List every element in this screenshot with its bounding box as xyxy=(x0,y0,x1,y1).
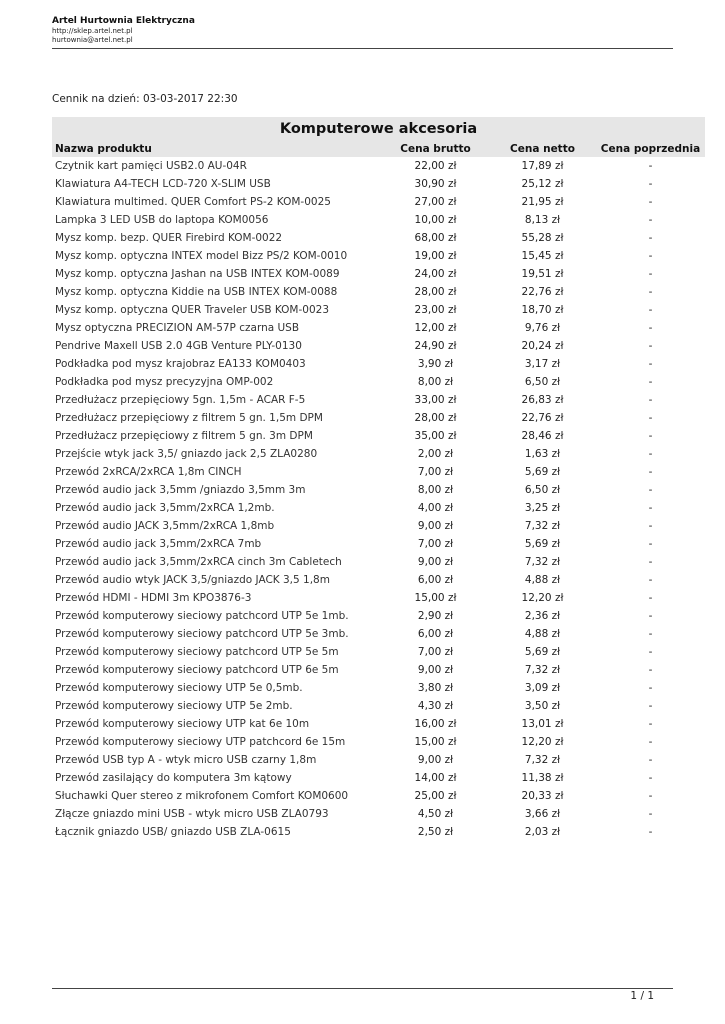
product-name-cell: Przewód komputerowy sieciowy UTP 5e 0,5mb. xyxy=(55,682,303,694)
table-row xyxy=(52,643,705,661)
table-row xyxy=(52,175,705,193)
price-netto-cell: 7,32 zł xyxy=(524,754,561,766)
price-previous-cell: - xyxy=(648,430,653,442)
table-row xyxy=(52,463,705,481)
price-netto-cell: 25,12 zł xyxy=(521,178,564,190)
table-row xyxy=(52,265,705,283)
product-name-cell: Pendrive Maxell USB 2.0 4GB Venture PLY-0130 xyxy=(55,340,302,352)
table-row xyxy=(52,157,705,175)
price-brutto-cell: 68,00 zł xyxy=(414,232,457,244)
company-name: Artel Hurtownia Elektryczna xyxy=(52,16,195,26)
price-brutto-cell: 2,90 zł xyxy=(417,610,454,622)
price-previous-cell: - xyxy=(648,556,653,568)
price-netto-cell: 8,13 zł xyxy=(524,214,561,226)
price-netto-cell: 4,88 zł xyxy=(524,628,561,640)
price-brutto-cell: 4,50 zł xyxy=(417,808,454,820)
price-brutto-cell: 3,90 zł xyxy=(417,358,454,370)
price-netto-cell: 6,50 zł xyxy=(524,484,561,496)
product-name-cell: Przewód komputerowy sieciowy patchcord UTP 5e 3mb. xyxy=(55,628,349,640)
product-name-cell: Przewód audio jack 3,5mm/2xRCA cinch 3m Cabletech xyxy=(55,556,342,568)
price-netto-cell: 12,20 zł xyxy=(521,592,564,604)
product-name-cell: Przejście wtyk jack 3,5/ gniazdo jack 2,5 ZLA0280 xyxy=(55,448,318,460)
price-brutto-cell: 2,50 zł xyxy=(417,826,454,838)
category-title: Komputerowe akcesoria xyxy=(52,117,705,141)
price-netto-cell: 22,76 zł xyxy=(521,286,564,298)
table-row xyxy=(52,301,705,319)
price-previous-cell: - xyxy=(648,448,653,460)
price-brutto-cell: 12,00 zł xyxy=(414,322,457,334)
table-body xyxy=(52,157,705,841)
price-brutto-cell: 16,00 zł xyxy=(414,718,457,730)
table-row xyxy=(52,211,705,229)
price-previous-cell: - xyxy=(648,412,653,424)
price-list-date: Cennik na dzień: 03-03-2017 22:30 xyxy=(52,93,238,105)
product-name-cell: Podkładka pod mysz krajobraz EA133 KOM0403 xyxy=(55,358,306,370)
price-brutto-cell: 15,00 zł xyxy=(414,736,457,748)
price-netto-cell: 55,28 zł xyxy=(521,232,564,244)
table-row xyxy=(52,661,705,679)
price-netto-cell: 19,51 zł xyxy=(521,268,564,280)
product-name-cell: Przedłużacz przepięciowy z filtrem 5 gn. 1,5m DPM xyxy=(55,412,323,424)
header-divider xyxy=(52,48,673,49)
price-brutto-cell: 28,00 zł xyxy=(414,286,457,298)
price-brutto-cell: 9,00 zł xyxy=(417,664,454,676)
price-brutto-cell: 15,00 zł xyxy=(414,592,457,604)
product-name-cell: Przewód komputerowy sieciowy UTP 5e 2mb. xyxy=(55,700,293,712)
price-previous-cell: - xyxy=(648,214,653,226)
product-name-cell: Przewód audio jack 3,5mm /gniazdo 3,5mm 3m xyxy=(55,484,306,496)
table-row xyxy=(52,805,705,823)
price-netto-cell: 18,70 zł xyxy=(521,304,564,316)
price-previous-cell: - xyxy=(648,790,653,802)
price-brutto-cell: 8,00 zł xyxy=(417,376,454,388)
price-previous-cell: - xyxy=(648,304,653,316)
price-previous-cell: - xyxy=(648,484,653,496)
table-row xyxy=(52,625,705,643)
price-netto-cell: 5,69 zł xyxy=(524,466,561,478)
product-name-cell: Klawiatura multimed. QUER Comfort PS-2 KOM-0025 xyxy=(55,196,331,208)
price-netto-cell: 3,66 zł xyxy=(524,808,561,820)
product-name-cell: Przewód komputerowy sieciowy patchcord UTP 6e 5m xyxy=(55,664,339,676)
table-row xyxy=(52,787,705,805)
price-netto-cell: 12,20 zł xyxy=(521,736,564,748)
price-previous-cell: - xyxy=(648,286,653,298)
product-name-cell: Przewód audio wtyk JACK 3,5/gniazdo JACK 3,5 1,8m xyxy=(55,574,330,586)
price-previous-cell: - xyxy=(648,610,653,622)
product-name-cell: Mysz komp. optyczna Kiddie na USB INTEX KOM-0088 xyxy=(55,286,338,298)
price-previous-cell: - xyxy=(648,268,653,280)
table-row xyxy=(52,427,705,445)
table-row xyxy=(52,319,705,337)
price-previous-cell: - xyxy=(648,592,653,604)
price-previous-cell: - xyxy=(648,772,653,784)
column-header-previous: Cena poprzednia xyxy=(596,141,705,157)
product-name-cell: Przewód USB typ A - wtyk micro USB czarny 1,8m xyxy=(55,754,317,766)
product-name-cell: Mysz komp. bezp. QUER Firebird KOM-0022 xyxy=(55,232,283,244)
price-previous-cell: - xyxy=(648,520,653,532)
product-name-cell: Słuchawki Quer stereo z mikrofonem Comfort KOM0600 xyxy=(55,790,349,802)
price-netto-cell: 2,36 zł xyxy=(524,610,561,622)
price-brutto-cell: 7,00 zł xyxy=(417,466,454,478)
price-brutto-cell: 7,00 zł xyxy=(417,538,454,550)
table-row xyxy=(52,823,705,841)
price-brutto-cell: 24,00 zł xyxy=(414,268,457,280)
price-table xyxy=(52,141,705,841)
price-brutto-cell: 23,00 zł xyxy=(414,304,457,316)
product-name-cell: Złącze gniazdo mini USB - wtyk micro USB ZLA0793 xyxy=(55,808,329,820)
price-netto-cell: 11,38 zł xyxy=(521,772,564,784)
price-previous-cell: - xyxy=(648,340,653,352)
product-name-cell: Mysz komp. optyczna INTEX model Bizz PS/2 KOM-0010 xyxy=(55,250,348,262)
table-row xyxy=(52,229,705,247)
price-brutto-cell: 3,80 zł xyxy=(417,682,454,694)
table-row xyxy=(52,355,705,373)
table-header-row xyxy=(52,141,705,157)
price-previous-cell: - xyxy=(648,322,653,334)
table-row xyxy=(52,499,705,517)
table-row xyxy=(52,769,705,787)
price-brutto-cell: 8,00 zł xyxy=(417,484,454,496)
price-netto-cell: 17,89 zł xyxy=(521,160,564,172)
product-name-cell: Przewód HDMI - HDMI 3m KPO3876-3 xyxy=(55,592,252,604)
product-name-cell: Przewód komputerowy sieciowy patchcord UTP 5e 5m xyxy=(55,646,339,658)
table-row xyxy=(52,445,705,463)
price-previous-cell: - xyxy=(648,358,653,370)
table-row xyxy=(52,193,705,211)
price-brutto-cell: 9,00 zł xyxy=(417,520,454,532)
table-row xyxy=(52,481,705,499)
table-row xyxy=(52,373,705,391)
price-brutto-cell: 6,00 zł xyxy=(417,628,454,640)
product-name-cell: Mysz komp. optyczna QUER Traveler USB KOM-0023 xyxy=(55,304,330,316)
price-brutto-cell: 28,00 zł xyxy=(414,412,457,424)
price-netto-cell: 20,24 zł xyxy=(521,340,564,352)
price-previous-cell: - xyxy=(648,646,653,658)
document-header xyxy=(52,16,672,45)
price-brutto-cell: 27,00 zł xyxy=(414,196,457,208)
price-netto-cell: 6,50 zł xyxy=(524,376,561,388)
table-row xyxy=(52,697,705,715)
price-brutto-cell: 4,30 zł xyxy=(417,700,454,712)
price-netto-cell: 13,01 zł xyxy=(521,718,564,730)
price-brutto-cell: 9,00 zł xyxy=(417,754,454,766)
footer-divider xyxy=(52,988,673,989)
price-previous-cell: - xyxy=(648,718,653,730)
price-previous-cell: - xyxy=(648,502,653,514)
price-netto-cell: 3,09 zł xyxy=(524,682,561,694)
price-brutto-cell: 22,00 zł xyxy=(414,160,457,172)
table-row xyxy=(52,751,705,769)
price-brutto-cell: 2,00 zł xyxy=(417,448,454,460)
product-name-cell: Mysz komp. optyczna Jashan na USB INTEX KOM-0089 xyxy=(55,268,340,280)
price-netto-cell: 5,69 zł xyxy=(524,646,561,658)
price-previous-cell: - xyxy=(648,394,653,406)
price-netto-cell: 26,83 zł xyxy=(521,394,564,406)
price-previous-cell: - xyxy=(648,196,653,208)
table-row xyxy=(52,535,705,553)
price-netto-cell: 2,03 zł xyxy=(524,826,561,838)
price-brutto-cell: 7,00 zł xyxy=(417,646,454,658)
table-row xyxy=(52,715,705,733)
price-netto-cell: 3,25 zł xyxy=(524,502,561,514)
price-table-section xyxy=(52,117,705,841)
price-previous-cell: - xyxy=(648,754,653,766)
price-netto-cell: 4,88 zł xyxy=(524,574,561,586)
price-netto-cell: 3,50 zł xyxy=(524,700,561,712)
price-previous-cell: - xyxy=(648,376,653,388)
product-name-cell: Przedłużacz przepięciowy 5gn. 1,5m - ACAR F-5 xyxy=(55,394,306,406)
table-row xyxy=(52,589,705,607)
product-name-cell: Przewód zasilający do komputera 3m kątowy xyxy=(55,772,292,784)
price-previous-cell: - xyxy=(648,628,653,640)
product-name-cell: Przewód audio jack 3,5mm/2xRCA 7mb xyxy=(55,538,262,550)
price-netto-cell: 28,46 zł xyxy=(521,430,564,442)
column-header-netto: Cena netto xyxy=(489,141,596,157)
price-netto-cell: 20,33 zł xyxy=(521,790,564,802)
table-row xyxy=(52,679,705,697)
price-previous-cell: - xyxy=(648,466,653,478)
price-previous-cell: - xyxy=(648,178,653,190)
price-brutto-cell: 19,00 zł xyxy=(414,250,457,262)
table-row xyxy=(52,391,705,409)
price-netto-cell: 5,69 zł xyxy=(524,538,561,550)
price-previous-cell: - xyxy=(648,574,653,586)
column-header-brutto: Cena brutto xyxy=(382,141,489,157)
price-previous-cell: - xyxy=(648,232,653,244)
price-previous-cell: - xyxy=(648,736,653,748)
product-name-cell: Przedłużacz przepięciowy z filtrem 5 gn. 3m DPM xyxy=(55,430,313,442)
product-name-cell: Przewód komputerowy sieciowy UTP patchcord 6e 15m xyxy=(55,736,346,748)
price-brutto-cell: 9,00 zł xyxy=(417,556,454,568)
product-name-cell: Klawiatura A4-TECH LCD-720 X-SLIM USB xyxy=(55,178,271,190)
table-row xyxy=(52,607,705,625)
price-brutto-cell: 30,90 zł xyxy=(414,178,457,190)
price-netto-cell: 22,76 zł xyxy=(521,412,564,424)
product-name-cell: Podkładka pod mysz precyzyjna OMP-002 xyxy=(55,376,274,388)
column-header-name: Nazwa produktu xyxy=(52,141,382,157)
product-name-cell: Przewód audio jack 3,5mm/2xRCA 1,2mb. xyxy=(55,502,275,514)
price-previous-cell: - xyxy=(648,250,653,262)
company-url: http://sklep.artel.net.pl xyxy=(52,27,133,35)
price-brutto-cell: 4,00 zł xyxy=(417,502,454,514)
page-number: 1 / 1 xyxy=(630,990,654,1002)
price-previous-cell: - xyxy=(648,682,653,694)
product-name-cell: Przewód 2xRCA/2xRCA 1,8m CINCH xyxy=(55,466,242,478)
table-row xyxy=(52,517,705,535)
price-netto-cell: 15,45 zł xyxy=(521,250,564,262)
product-name-cell: Czytnik kart pamięci USB2.0 AU-04R xyxy=(55,160,247,172)
table-row xyxy=(52,571,705,589)
table-row xyxy=(52,283,705,301)
product-name-cell: Mysz optyczna PRECIZION AM-57P czarna USB xyxy=(55,322,300,334)
price-brutto-cell: 10,00 zł xyxy=(414,214,457,226)
price-brutto-cell: 33,00 zł xyxy=(414,394,457,406)
product-name-cell: Łącznik gniazdo USB/ gniazdo USB ZLA-0615 xyxy=(55,826,291,838)
price-previous-cell: - xyxy=(648,808,653,820)
product-name-cell: Lampka 3 LED USB do laptopa KOM0056 xyxy=(55,214,269,226)
product-name-cell: Przewód audio JACK 3,5mm/2xRCA 1,8mb xyxy=(55,520,275,532)
table-row xyxy=(52,247,705,265)
price-brutto-cell: 14,00 zł xyxy=(414,772,457,784)
table-row xyxy=(52,553,705,571)
table-row xyxy=(52,733,705,751)
price-brutto-cell: 24,90 zł xyxy=(414,340,457,352)
table-row xyxy=(52,409,705,427)
price-netto-cell: 7,32 zł xyxy=(524,664,561,676)
price-previous-cell: - xyxy=(648,700,653,712)
price-previous-cell: - xyxy=(648,664,653,676)
price-previous-cell: - xyxy=(648,826,653,838)
price-netto-cell: 7,32 zł xyxy=(524,556,561,568)
price-brutto-cell: 25,00 zł xyxy=(414,790,457,802)
price-brutto-cell: 6,00 zł xyxy=(417,574,454,586)
price-previous-cell: - xyxy=(648,160,653,172)
price-brutto-cell: 35,00 zł xyxy=(414,430,457,442)
product-name-cell: Przewód komputerowy sieciowy patchcord UTP 5e 1mb. xyxy=(55,610,349,622)
price-previous-cell: - xyxy=(648,538,653,550)
price-netto-cell: 7,32 zł xyxy=(524,520,561,532)
price-netto-cell: 9,76 zł xyxy=(524,322,561,334)
table-row xyxy=(52,337,705,355)
company-email: hurtownia@artel.net.pl xyxy=(52,36,133,44)
price-netto-cell: 21,95 zł xyxy=(521,196,564,208)
price-netto-cell: 3,17 zł xyxy=(524,358,561,370)
price-netto-cell: 1,63 zł xyxy=(524,448,561,460)
product-name-cell: Przewód komputerowy sieciowy UTP kat 6e 10m xyxy=(55,718,310,730)
